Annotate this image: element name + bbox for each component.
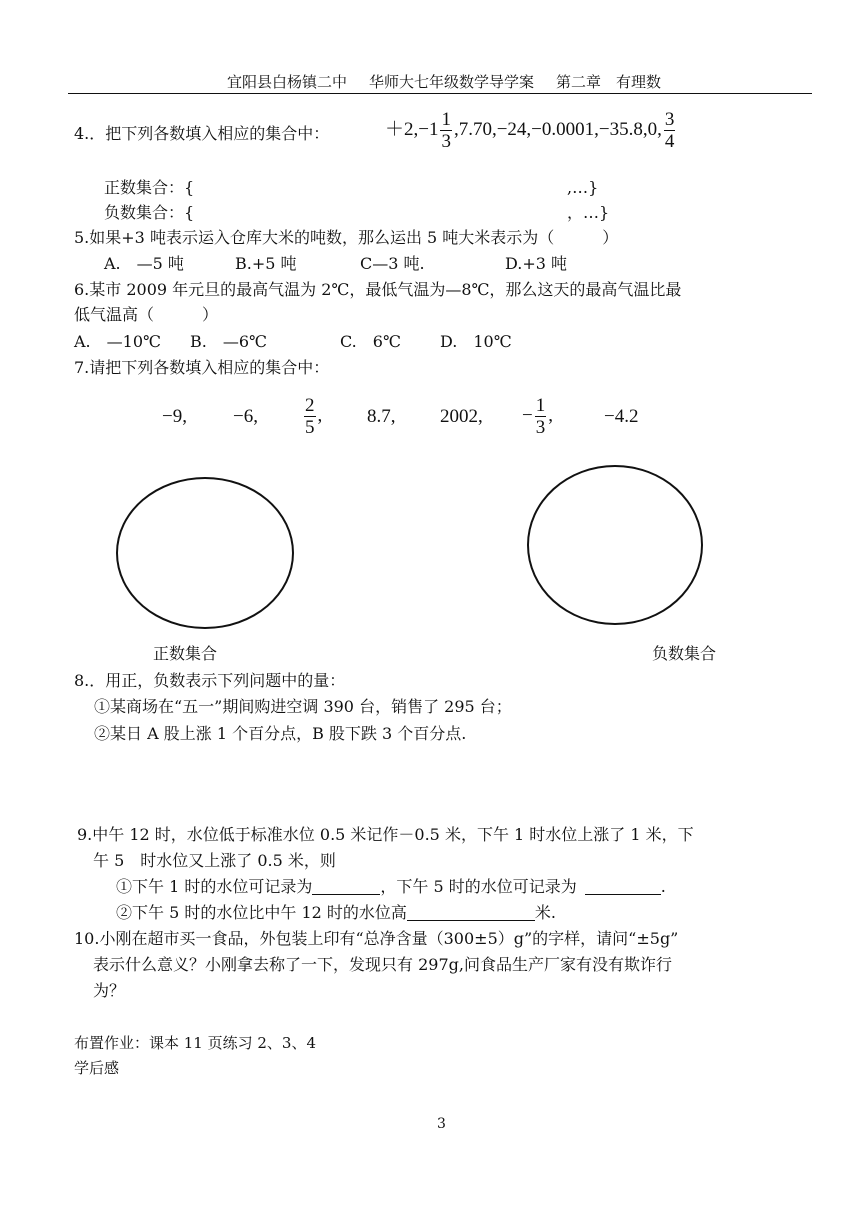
negative-set-caption: 负数集合 [652, 644, 717, 663]
q9-item2 [116, 903, 556, 923]
q10-line3: 为？ [93, 981, 126, 1000]
q4-fraction-one-third [440, 110, 452, 151]
q7-number-two-fifths [302, 396, 322, 437]
q5-option-b: B.+5 吨 [235, 254, 297, 273]
numerator: 1 [535, 395, 546, 416]
numerator: 1 [441, 109, 451, 130]
q4-positive-set-label: 正数集合：{ [104, 178, 195, 197]
homework-note: 布置作业：课本 11 页练习 2、3、4 [74, 1034, 317, 1052]
q8-item2: ②某日 A 股上涨 1 个百分点，B 股下跌 3 个百分点. [94, 724, 467, 743]
q4-negative-set-end: ，…} [567, 203, 610, 222]
q5-option-c: C—3 吨. [360, 254, 425, 273]
denominator: 3 [535, 417, 546, 438]
negative-set-ellipse [527, 465, 703, 625]
q7-number-2002: 2002, [440, 406, 483, 427]
blank-5pm-level[interactable] [585, 878, 661, 895]
denominator: 3 [441, 131, 451, 152]
q7-number-neg-one-third [522, 396, 553, 437]
q4-negative-set-label: 负数集合：{ [104, 203, 195, 222]
q8-item1: ①某商场在“五一”期间购进空调 390 台，销售了 295 台； [94, 697, 512, 716]
q9-item2-text-b: 米. [534, 903, 556, 922]
comma: , [548, 404, 553, 426]
positive-set-ellipse [116, 477, 294, 629]
minus-sign: − [522, 404, 533, 426]
numerator: 2 [305, 395, 315, 416]
reflection-note: 学后感 [74, 1059, 120, 1077]
q7-number-neg4-2: −4.2 [604, 406, 639, 427]
q8-stem: 8.．用正，负数表示下列问题中的量： [74, 671, 346, 690]
q4-numbers-part2: ,7.70,−24,−0.0001,−35.8,0, [453, 118, 662, 140]
comma: , [317, 404, 323, 426]
q5-option-a: A. —5 吨 [104, 254, 184, 273]
q9-item2-text-a: ②下午 5 时的水位比中午 12 时的水位高 [116, 903, 407, 922]
q6-option-c: C. 6℃ [340, 332, 401, 351]
q4-numbers-part1: ＋2,−1 [385, 118, 439, 140]
header-school: 宜阳县白杨镇二中 [227, 73, 348, 91]
q7-number-neg6: −6, [233, 406, 258, 427]
q9-item1-text-c: . [660, 877, 666, 896]
header-chapter: 第二章 有理数 [556, 73, 662, 91]
q7-fraction-two-fifths [304, 396, 316, 437]
q6-option-a: A. —10℃ [74, 332, 161, 351]
q6-line2: 低气温高（ ） [74, 305, 219, 324]
denominator: 4 [664, 131, 675, 152]
q6-line1: 6.某市 2009 年元旦的最高气温为 2℃，最低气温为—8℃，那么这天的最高气温比最 [74, 280, 682, 299]
q4-stem [74, 124, 329, 144]
page-number: 3 [437, 1116, 446, 1132]
q4-positive-set-end: ,…} [567, 178, 599, 197]
denominator: 5 [305, 417, 315, 438]
q4-lead: 4.．把下列各数填入相应的集合中： [74, 124, 330, 143]
q4-numbers [385, 110, 677, 151]
q7-number-8-7: 8.7, [367, 406, 396, 427]
q9-item1-text-b: ，下午 5 时的水位可记录为 [380, 877, 577, 896]
q10-line2: 表示什么意义？小刚拿去称了一下，发现只有 297g,问食品生产厂家有没有欺诈行 [93, 955, 672, 974]
header-book: 华师大七年级数学导学案 [369, 73, 535, 91]
blank-level-difference[interactable] [407, 904, 535, 921]
q4-fraction-three-quarters [664, 110, 676, 151]
q6-option-d: D. 10℃ [440, 332, 512, 351]
numerator: 3 [664, 109, 675, 130]
q7-number-neg9: −9, [162, 406, 187, 427]
q10-line1: 10.小刚在超市买一食品，外包装上印有“总净含量（300±5）g”的字样，请问“±5g” [74, 929, 679, 948]
q9-line2: 午 5 时水位又上涨了 0.5 米，则 [93, 851, 336, 870]
q5-stem: 5.如果+3 吨表示运入仓库大米的吨数，那么运出 5 吨大米表示为（ ） [74, 228, 619, 247]
header-rule [68, 93, 812, 94]
q5-option-d: D.+3 吨 [505, 254, 568, 273]
q7-fraction-one-third [535, 396, 547, 437]
positive-set-caption: 正数集合 [153, 644, 218, 663]
q9-item1-text-a: ①下午 1 时的水位可记录为 [116, 877, 313, 896]
blank-1pm-level[interactable] [312, 878, 380, 895]
q7-stem: 7.请把下列各数填入相应的集合中： [74, 358, 330, 377]
q9-line1: 9.中午 12 时，水位低于标准水位 0.5 米记作－0.5 米，下午 1 时水位上涨了 1 米，下 [77, 825, 694, 844]
q9-item1 [116, 877, 666, 897]
q6-option-b: B. —6℃ [190, 332, 267, 351]
